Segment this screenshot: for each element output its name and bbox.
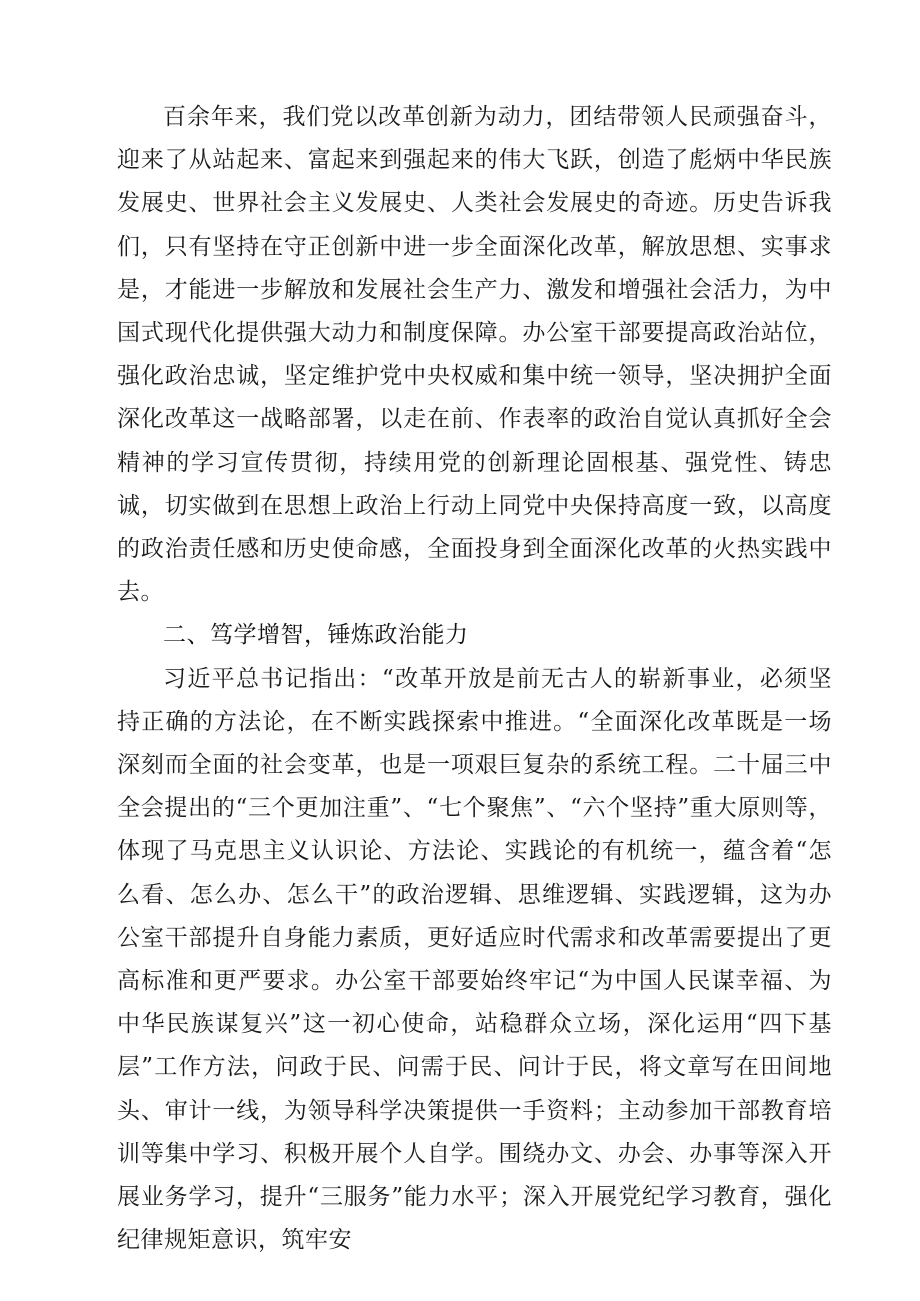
body-paragraph-1: 百余年来，我们党以改革创新为动力，团结带领人民顽强奋斗，迎来了从站起来、富起来到强起来的伟大飞跃，创造了彪炳中华民族发展史、世界社会主义发展史、人类社会发展史的奇迹。历史告诉我们，只有坚持在守正创新中进一步全面深化改革，解放思想、实事求是，才能进一步解放和发展社会生产力、激发和增强社会活力，为中国式现代化提供强大动力和制度保障。办公室干部要提高政治站位，强化政治忠诚，坚定维护党中央权威和集中统一领导，坚决拥护全面深化改革这一战略部署，以走在前、作表率的政治自觉认真抓好全会精神的学习宣传贯彻，持续用党的创新理论固根基、强党性、铸忠诚，切实做到在思想上政治上行动上同党中央保持高度一致，以高度的政治责任感和历史使命感，全面投身到全面深化改革的火热实践中去。 [117, 104, 832, 606]
document-body [117, 96, 832, 1262]
section-heading-2: 二、笃学增智，锤炼政治能力 [163, 622, 469, 649]
body-paragraph-2: 习近平总书记指出：“改革开放是前无古人的崭新事业，必须坚持正确的方法论，在不断实践探索中推进。“全面深化改革既是一场深刻而全面的社会变革，也是一项艰巨复杂的系统工程。二十届三中全会提出的“三个更加注重”、“七个聚焦”、“六个坚持”重大原则等，体现了马克思主义认识论、方法论、实践论的有机统一，蕴含着“怎么看、怎么办、怎么干”的政治逻辑、思维逻辑、实践逻辑，这为办公室干部提升自身能力素质，更好适应时代需求和改革需要提出了更高标准和更严要求。办公室干部要始终牢记“为中国人民谋幸福、为中华民族谋复兴”这一初心使命，站稳群众立场，深化运用“四下基层”工作方法，问政于民、问需于民、问计于民，将文章写在田间地头、审计一线，为领导科学决策提供一手资料；主动参加干部教育培训等集中学习、积极开展个人自学。围绕办文、办会、办事等深入开展业务学习，提升“三服务”能力水平；深入开展党纪学习教育，强化纪律规矩意识，筑牢安 [117, 665, 832, 1254]
